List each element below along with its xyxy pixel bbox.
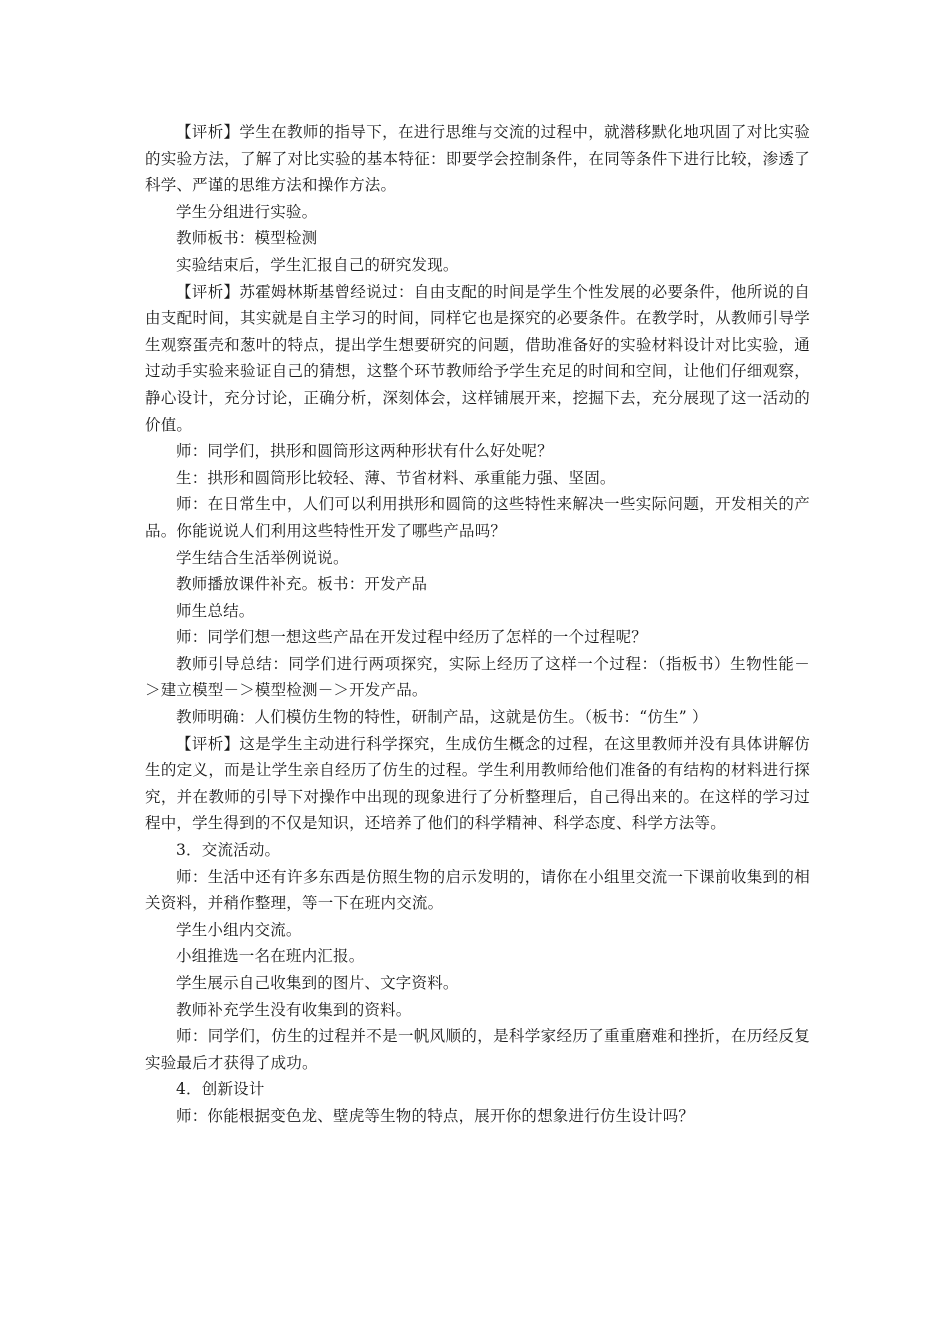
paragraph: 学生展示自己收集到的图片、文字资料。	[176, 974, 459, 992]
paragraph: 教师板书：模型检测	[176, 229, 318, 248]
paragraph: 师：同学们，拱形和圆筒形这两种形状有什么好处呢？	[176, 442, 553, 461]
paragraph: 学生分组进行实验。	[176, 202, 318, 221]
paragraph: 小组推选一名在班内汇报。	[176, 947, 365, 966]
paragraph: 实验结束后，学生汇报自己的研究发现。	[176, 255, 459, 274]
section-heading: 3．交流活动。	[176, 841, 281, 860]
paragraph: 师生总结。	[176, 601, 255, 620]
paragraph: 教师播放课件补充。板书：开发产品	[176, 575, 428, 594]
document-body	[145, 119, 810, 1130]
section-heading: 4．创新设计	[176, 1080, 265, 1099]
paragraph: 【评析】学生在教师的指导下，在进行思维与交流的过程中，就潜移默化地巩固了对比实验的实验方法，了解了对比实验的基本特征：即要学会控制条件，在同等条件下进行比较，渗透了科学、严谨的思维方法和操作方法。	[145, 123, 810, 195]
paragraph: 【评析】这是学生主动进行科学探究，生成仿生概念的过程，在这里教师并没有具体讲解仿生的定义，而是让学生亲自经历了仿生的过程。学生利用教师给他们准备的有结构的材料进行探究，并在教师的引导下对操作中出现的现象进行了分析整理后，自己得出来的。在这样的学习过程中，学生得到的不仅是知识，还培养了他们的科学精神、科学态度、科学方法等。	[145, 734, 810, 833]
paragraph: 学生结合生活举例说说。	[176, 548, 349, 567]
paragraph: 教师引导总结：同学们进行两项探究，实际上经历了这样一个过程：（指板书）生物性能－＞建立模型－＞模型检测－＞开发产品。	[145, 654, 810, 700]
paragraph: 【评析】苏霍姆林斯基曾经说过：自由支配的时间是学生个性发展的必要条件，他所说的自由支配时间，其实就是自主学习的时间，同样它也是探究的必要条件。在教学时，从教师引导学生观察蛋壳和葱叶的特点，提出学生想要研究的问题，借助准备好的实验材料设计对比实验，通过动手实验来验证自己的猜想，这整个环节教师给予学生充足的时间和空间，让他们仔细观察，静心设计，充分讨论，正确分析，深刻体会，这样铺展开来，挖掘下去，充分展现了这一活动的价值。	[145, 282, 810, 434]
paragraph: 学生小组内交流。	[176, 920, 302, 939]
paragraph: 教师补充学生没有收集到的资料。	[176, 1000, 412, 1019]
paragraph: 师：在日常生中，人们可以利用拱形和圆筒的这些特性来解决一些实际问题，开发相关的产品。你能说说人们利用这些特性开发了哪些产品吗？	[145, 495, 810, 540]
paragraph: 师：你能根据变色龙、壁虎等生物的特点，展开你的想象进行仿生设计吗？	[176, 1106, 695, 1125]
paragraph: 生：拱形和圆筒形比较轻、薄、节省材料、承重能力强、坚固。	[176, 468, 616, 487]
paragraph: 师：同学们，仿生的过程并不是一帆风顺的，是科学家经历了重重磨难和挫折，在历经反复实验最后才获得了成功。	[145, 1027, 810, 1072]
paragraph: 师：生活中还有许多东西是仿照生物的启示发明的，请你在小组里交流一下课前收集到的相关资料，并稍作整理，等一下在班内交流。	[145, 867, 810, 913]
paragraph: 师：同学们想一想这些产品在开发过程中经历了怎样的一个过程呢？	[176, 628, 648, 647]
paragraph: 教师明确：人们模仿生物的特性，研制产品，这就是仿生。（板书：“仿生” ）	[176, 708, 708, 727]
